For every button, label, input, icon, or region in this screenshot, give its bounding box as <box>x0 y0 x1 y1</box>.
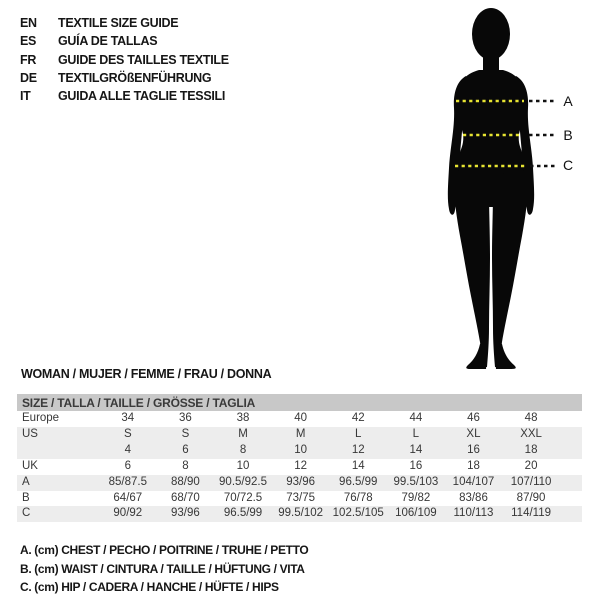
language-code: FR <box>20 52 37 67</box>
size-table-header: SIZE / TALLA / TAILLE / GRÖSSE / TAGLIA <box>17 394 582 411</box>
row-label: A <box>22 475 30 488</box>
language-code: IT <box>20 89 31 104</box>
size-value: 4 <box>124 443 131 456</box>
size-value: M <box>295 427 306 440</box>
size-value: 70/72.5 <box>223 491 263 504</box>
row-label: Europe <box>22 412 60 424</box>
measure-label-c: C <box>562 157 574 173</box>
size-value: 79/82 <box>401 491 431 504</box>
row-label: US <box>22 427 38 440</box>
size-value: 12 <box>294 459 308 472</box>
language-code: DE <box>20 71 37 86</box>
size-value: 90.5/92.5 <box>219 475 267 488</box>
row-spacer <box>560 411 582 427</box>
size-value: 34 <box>121 412 135 424</box>
size-value: 96.5/99 <box>223 507 263 520</box>
size-value: 46 <box>467 412 480 424</box>
size-value: 18 <box>467 459 480 472</box>
size-value: XL <box>466 427 481 440</box>
language-label: GUIDE DES TAILLES TEXTILE <box>58 52 229 67</box>
size-value: 14 <box>409 443 423 456</box>
size-value: 83/86 <box>459 491 488 504</box>
size-value: 93/96 <box>171 507 200 520</box>
size-value: 20 <box>524 459 538 472</box>
row-label: C <box>22 507 31 520</box>
legend-line-a: A. (cm) CHEST / PECHO / POITRINE / TRUHE / PETTO <box>20 543 309 558</box>
size-value: M <box>238 427 248 440</box>
size-value: 12 <box>351 443 365 456</box>
table-row-c <box>17 506 582 522</box>
row-label: B <box>22 491 30 504</box>
size-value: 36 <box>179 412 192 424</box>
size-value: 68/70 <box>171 491 200 504</box>
language-list <box>20 14 229 105</box>
size-value: 102.5/105 <box>332 507 384 520</box>
size-value: 99.5/102 <box>278 507 324 520</box>
language-code: EN <box>20 16 37 31</box>
woman-silhouette-icon <box>430 0 600 380</box>
size-value: 114/119 <box>511 507 551 520</box>
size-value: 38 <box>236 412 250 424</box>
language-row-fr <box>20 51 229 69</box>
size-table-body <box>17 411 582 522</box>
size-value: 48 <box>524 412 538 424</box>
size-value: XXL <box>520 427 542 440</box>
size-value: 40 <box>294 412 308 424</box>
size-value: 64/67 <box>113 491 143 504</box>
table-row-b <box>17 491 582 507</box>
language-row-en <box>20 14 229 32</box>
size-value: 6 <box>182 443 189 456</box>
size-value: 6 <box>124 459 131 472</box>
size-value: 14 <box>351 459 365 472</box>
size-value: 110/113 <box>453 507 494 520</box>
language-row-de <box>20 69 229 87</box>
row-spacer <box>560 475 582 491</box>
row-spacer <box>560 506 582 522</box>
size-value: 44 <box>409 412 423 424</box>
table-row-a <box>17 475 582 491</box>
size-value: L <box>355 427 362 440</box>
legend-line-c: C. (cm) HIP / CADERA / HANCHE / HÜFTE / HIPS <box>20 580 279 595</box>
measure-label-b: B <box>563 127 573 143</box>
row-spacer <box>560 491 582 507</box>
table-row-uk <box>17 459 582 475</box>
size-value: 16 <box>409 459 423 472</box>
size-table <box>17 394 582 522</box>
size-value: 73/75 <box>286 491 316 504</box>
size-value: L <box>412 427 420 440</box>
legend-line-b: B. (cm) WAIST / CINTURA / TAILLE / HÜFTUNG / VITA <box>20 561 305 576</box>
size-value: 96.5/99 <box>339 475 378 488</box>
woman-silhouette-figure <box>430 0 600 380</box>
size-value: S <box>123 427 132 440</box>
row-label <box>17 443 99 459</box>
size-value: 93/96 <box>286 475 316 488</box>
table-row-us <box>17 427 582 443</box>
size-value: 8 <box>182 459 189 472</box>
size-value: 107/110 <box>510 475 552 488</box>
language-label: GUIDA ALLE TAGLIE TESSILI <box>58 89 226 104</box>
size-value: 16 <box>467 443 480 456</box>
size-value: 87/90 <box>516 491 546 504</box>
row-spacer <box>560 443 582 459</box>
measurement-legend <box>20 541 308 597</box>
size-value: 99.5/103 <box>393 475 439 488</box>
size-value: 104/107 <box>452 475 495 488</box>
row-spacer <box>560 459 582 475</box>
size-value: 42 <box>351 412 365 424</box>
size-value: S <box>181 427 190 440</box>
language-row-es <box>20 32 229 50</box>
language-row-it <box>20 87 229 105</box>
table-row-us-numeric <box>17 443 582 459</box>
size-value: 18 <box>524 443 538 456</box>
size-value: 85/87.5 <box>108 475 147 488</box>
size-value: 8 <box>239 443 247 456</box>
language-code: ES <box>20 34 37 49</box>
row-label: UK <box>22 459 38 472</box>
language-label: GUÍA DE TALLAS <box>58 34 158 49</box>
section-title: WOMAN / MUJER / FEMME / FRAU / DONNA <box>21 367 272 381</box>
size-value: 90/92 <box>113 507 143 520</box>
size-value: 10 <box>294 443 308 456</box>
measure-label-a: A <box>563 93 573 109</box>
language-label: TEXTILGRÖßENFÜHRUNG <box>58 71 212 86</box>
table-row-europe <box>17 411 582 427</box>
size-value: 106/109 <box>395 507 437 520</box>
row-spacer <box>560 427 582 443</box>
size-table-wrap <box>17 394 582 522</box>
size-value: 88/90 <box>171 475 200 488</box>
language-label: TEXTILE SIZE GUIDE <box>58 16 179 31</box>
size-value: 10 <box>236 459 250 472</box>
size-value: 76/78 <box>343 491 373 504</box>
